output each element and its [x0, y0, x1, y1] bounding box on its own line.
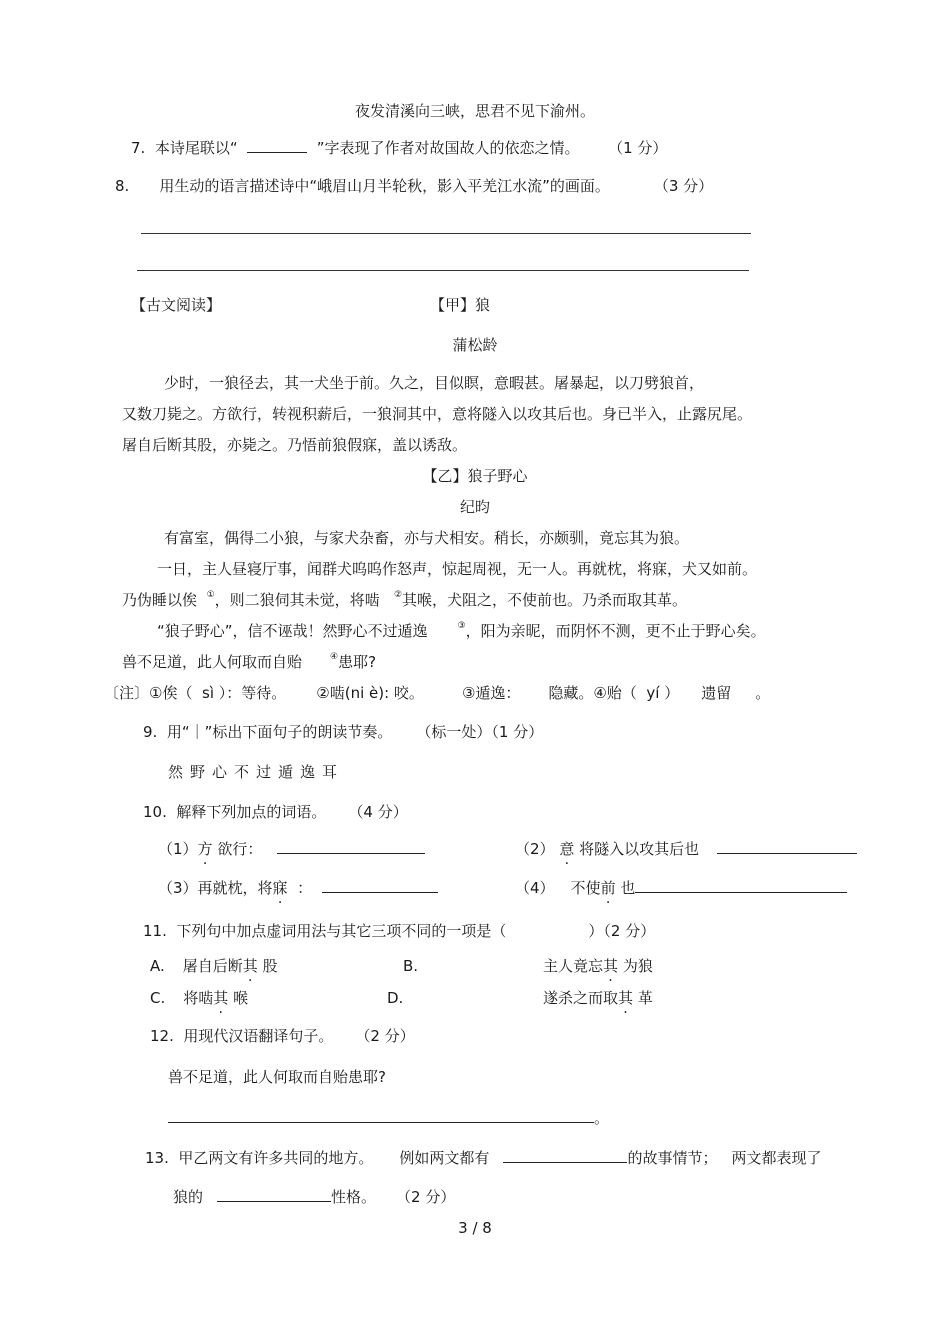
answer-blank[interactable]: [503, 1146, 627, 1163]
text-b-line: 有富室，偶得二小狼，与家犬杂畜，亦与犬相安。稍长，亦颇驯，竟忘其为狼。: [164, 529, 690, 547]
answer-line[interactable]: [137, 270, 749, 271]
question-8: 8. 用生动的语言描述诗中“峨眉山月半轮秋，影入平羌江水流”的画面。 （3 分）: [115, 177, 714, 195]
text-a-line: 又数刀毙之。方欲行，转视积薪后，一狼洞其中，意将隧入以攻其后也。身已半入，止露尻尾。: [122, 405, 753, 423]
q10-item-1: （1）方 欲行：: [158, 837, 425, 859]
text-a-line: 少时，一狼径去，其一犬坐于前。久之，目似瞑，意暇甚。屠暴起，以刀劈狼首，: [164, 374, 705, 392]
text-b-line: 兽不足道，此人何取而自贻 ④患耶?: [122, 652, 377, 671]
answer-blank[interactable]: [717, 837, 857, 854]
text-b-author: 纪昀: [459, 498, 490, 516]
option-d-text: 遂杀之而取其 革: [543, 989, 653, 1007]
footnote-marker: ①: [206, 590, 215, 600]
answer-line-row: 。: [168, 1106, 609, 1128]
translate-sentence: 兽不足道，此人何取而自贻患耶?: [168, 1068, 386, 1086]
option-a[interactable]: A. 屠自后断其 股: [150, 957, 278, 975]
question-13-line2: 狼的 性格。 （2 分）: [173, 1185, 455, 1207]
page-number: 3 / 8: [458, 1219, 492, 1237]
answer-blank[interactable]: [217, 1185, 331, 1202]
option-c[interactable]: C. 将啮其 喉: [150, 989, 249, 1007]
question-13: 13. 甲乙两文有许多共同的地方。 例如两文都有 的故事情节； 两文都表现了: [145, 1146, 821, 1168]
question-12: 12. 用现代汉语翻译句子。 （2 分）: [150, 1027, 415, 1045]
text-b-line: 一日，主人昼寝厅事，闻群犬呜呜作怒声，惊起周视，无一人。再就枕，将寐，犬又如前。: [157, 560, 758, 578]
answer-blank[interactable]: [635, 876, 847, 893]
answer-blank[interactable]: [168, 1106, 594, 1123]
text-a-title: 【甲】狼: [430, 296, 491, 314]
answer-blank[interactable]: [322, 876, 438, 893]
answer-line[interactable]: [141, 233, 751, 234]
text-b-line: 乃伪睡以俟 ①，则二狼伺其未觉，将啮 ②其喉，犬阻之，不使前也。乃杀而取其革。: [122, 590, 688, 609]
q10-item-3: （3）再就枕，将寐 ：: [158, 876, 438, 898]
q10-item-2: （2） 意 将隧入以攻其后也: [515, 837, 857, 859]
q10-item-4: （4） 不使前 也: [515, 876, 847, 898]
text-b-title: 【乙】狼子野心: [422, 467, 528, 485]
option-d[interactable]: D.: [387, 989, 404, 1007]
answer-blank[interactable]: [277, 837, 425, 854]
question-11: 11. 下列句中加点虚词用法与其它三项不同的一项是（ ）（2 分）: [143, 922, 656, 940]
footnote-marker: ③: [457, 621, 466, 631]
footnotes: 〔注〕①俟（ sì ）：等待。 ②啮(ni è): 咬。 ③遁逸： 隐藏。④贻（ yí ） 遗留 。: [104, 684, 771, 702]
section-label: 【古文阅读】: [131, 296, 222, 314]
text-a-author: 蒲松龄: [452, 336, 498, 354]
question-9: 9. 用“｜”标出下面句子的朗读节奏。 （标一处）（1 分）: [143, 723, 544, 741]
answer-blank[interactable]: [247, 136, 307, 153]
question-10: 10. 解释下列加点的词语。 （4 分）: [143, 803, 408, 821]
footnote-marker: ④: [330, 652, 339, 662]
text-a-line: 屠自后断其股，亦毙之。乃悟前狼假寐，盖以诱敌。: [122, 436, 468, 454]
option-b-text: 主人竟忘其 为狼: [543, 957, 653, 975]
footnote-marker: ②: [393, 590, 403, 600]
poem-line: 夜发清溪向三峡，思君不见下渝州。: [354, 102, 595, 120]
question-7: 7. 本诗尾联以“ ”字表现了作者对故国故人的依恋之情。 （1 分）: [131, 136, 667, 158]
option-b[interactable]: B.: [403, 957, 419, 975]
text-b-line: “狼子野心”，信不诬哉！然野心不过遁逸 ③，阳为亲昵，而阴怀不测，更不止于野心矣。: [157, 621, 766, 640]
rhythm-sentence[interactable]: 然 野 心 不 过 遁 逸 耳: [168, 763, 338, 781]
